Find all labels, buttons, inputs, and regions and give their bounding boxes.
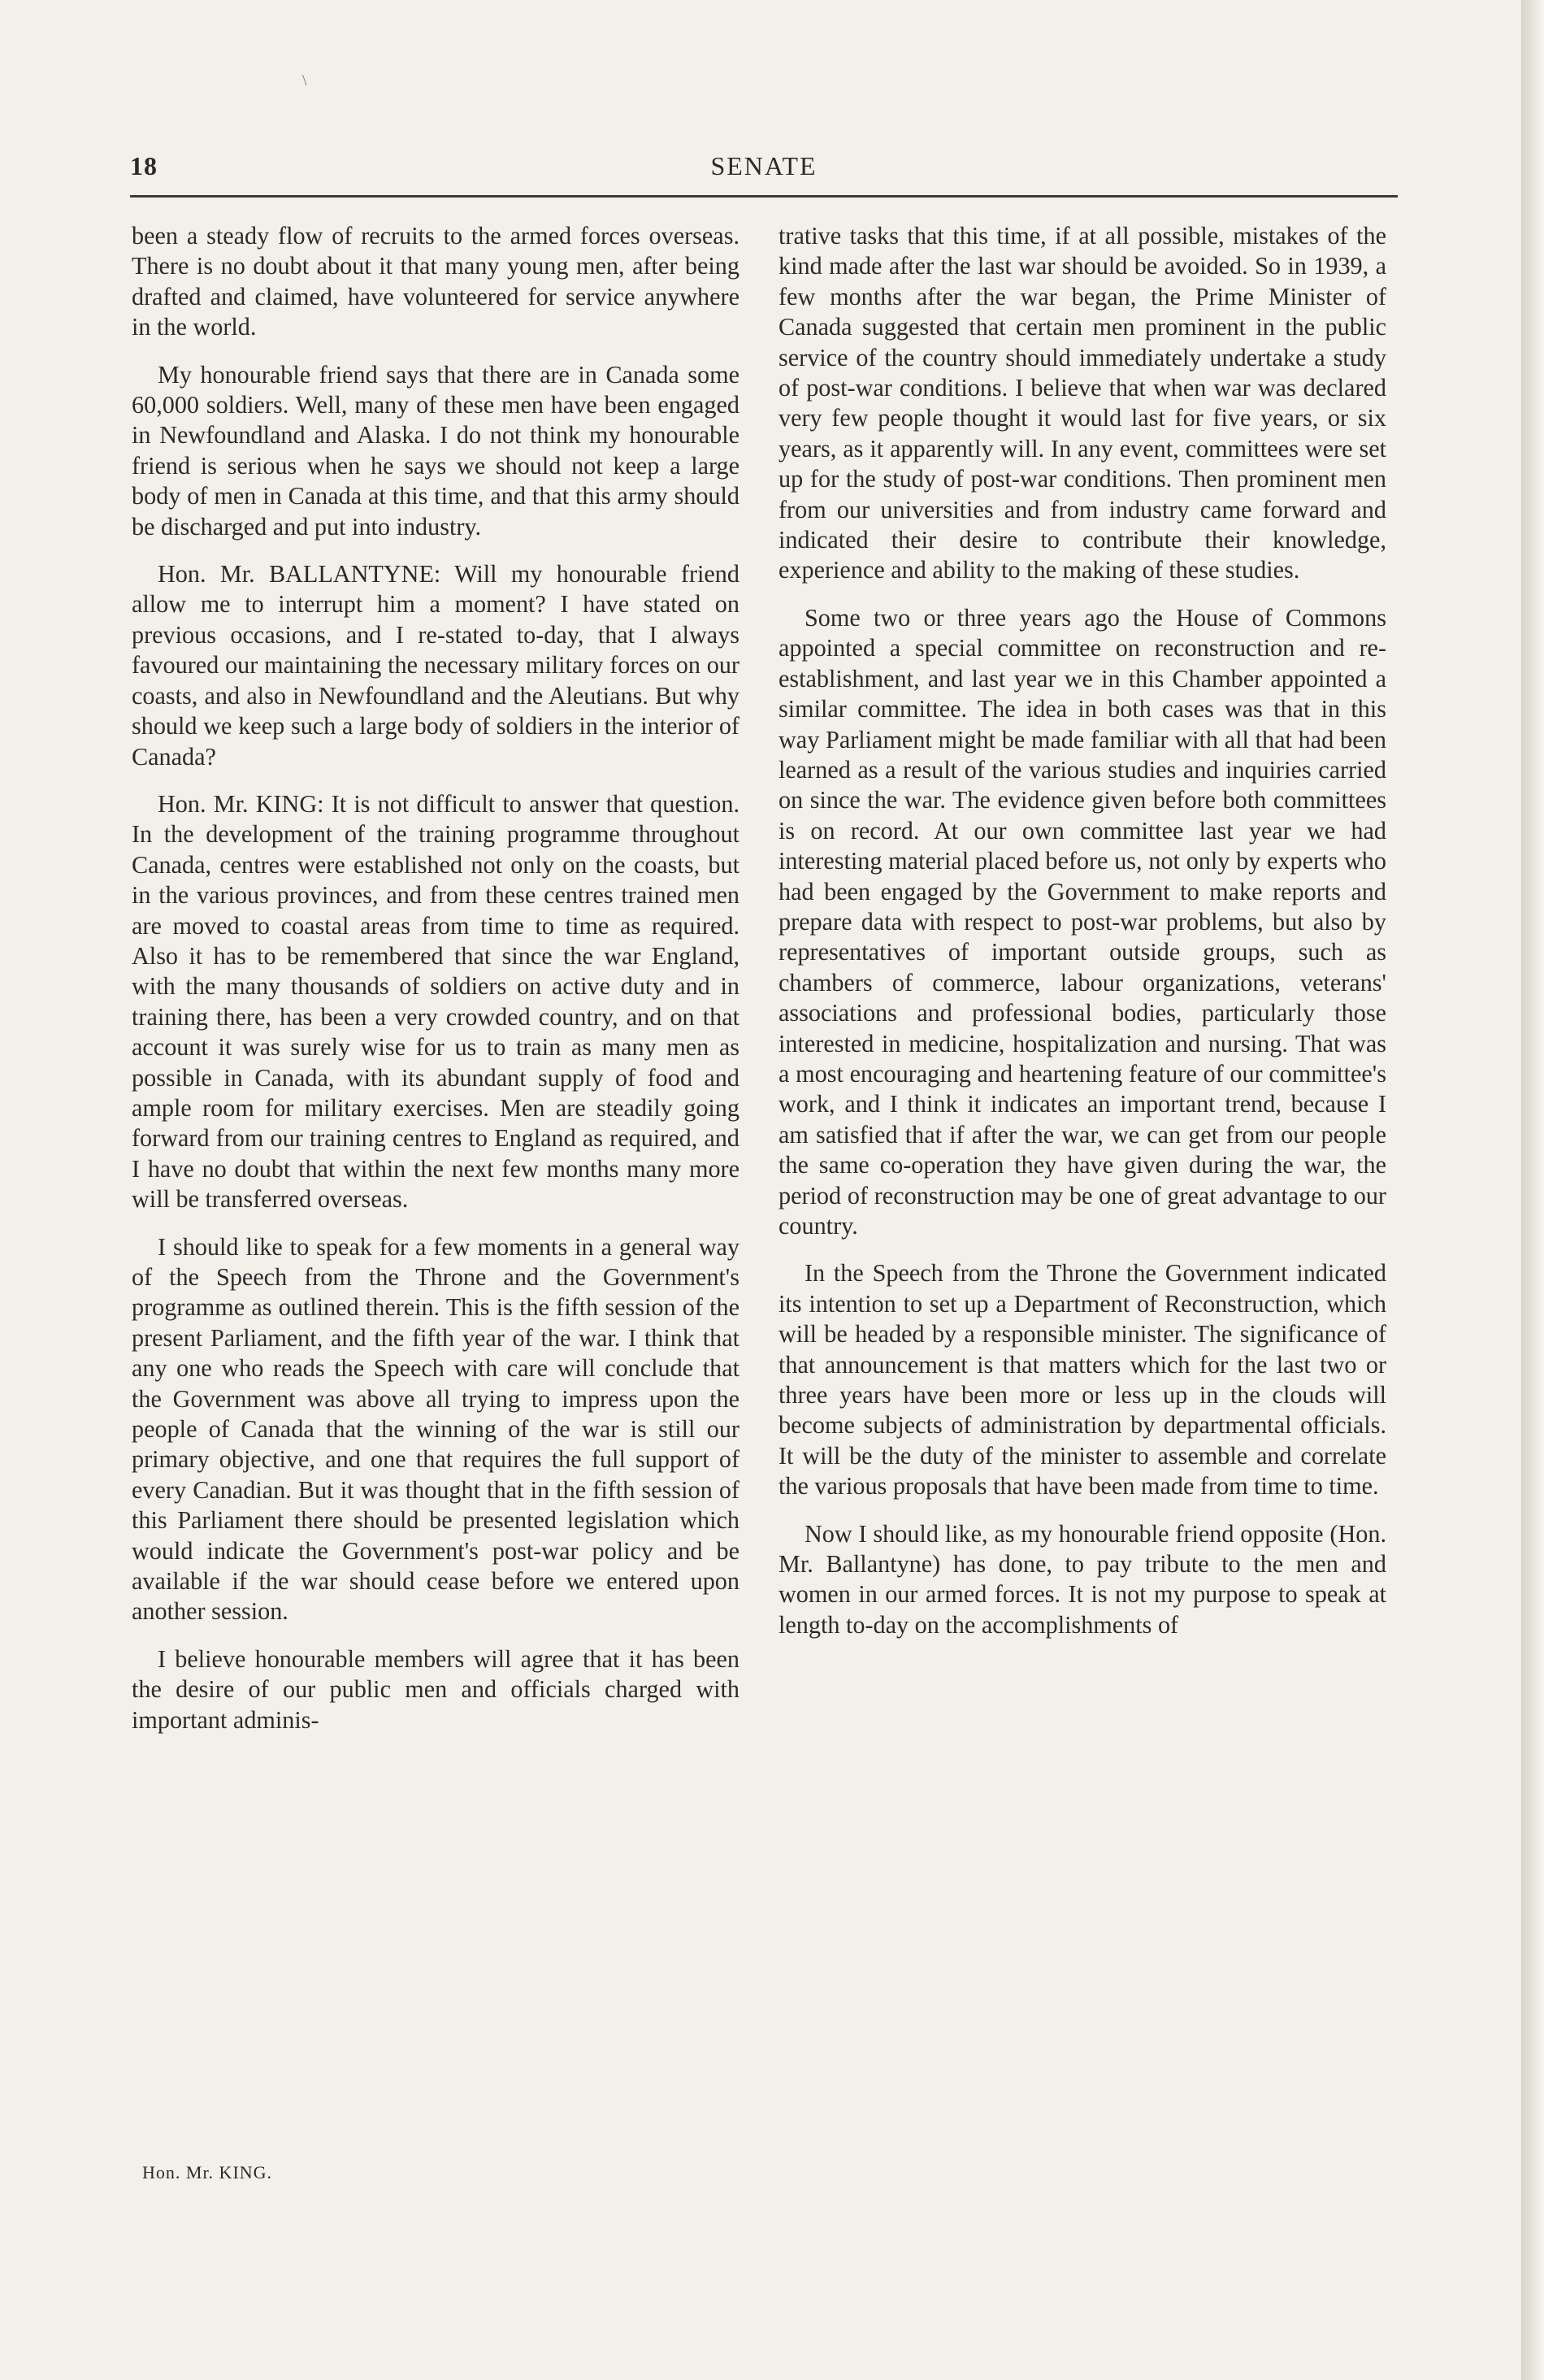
speaker-footer-label: Hon. Mr. KING. <box>142 2162 273 2182</box>
paragraph: Now I should like, as my honourable friend opposite (Hon. Mr. Ballantyne) has done, to pay tribute to the men and women in our armed forces. It is not my purpose to speak at length to-day on the accomplishments of <box>779 1519 1386 1639</box>
right-column <box>779 221 1386 1657</box>
left-column <box>132 221 739 1752</box>
paragraph: I should like to speak for a few moments in a general way of the Speech from the Throne and the Government's programme as outlined therein. This is the fifth session of the present Parliament, and the fifth year of the war. I think that any one who reads the Speech with care will conclude that the Government was above all trying to impress upon the people of Canada that the winning of the war is still our primary objective, and one that requires the full support of every Canadian. But it was thought that in the fifth session of this Parliament there should be presented legislation which would indicate the Government's post-war policy and be available if the war should cease before we entered upon another session. <box>132 1232 739 1626</box>
paragraph: Hon. Mr. KING: It is not difficult to answer that question. In the development of the training programme throughout Canada, centres were established not only on the coasts, but in the various provinces, and from these centres trained men are moved to coastal areas from time to time as required. Also it has to be remembered that since the war England, with the many thousands of soldiers on active duty and in training there, has been a very crowded country, and on that account it was surely wise for us to train as many men as possible in Canada, with its abundant supply of food and ample room for military exercises. Men are steadily going forward from our training centres to England as required, and I have no doubt that within the next few months many more will be transferred overseas. <box>132 789 739 1214</box>
paragraph: Hon. Mr. BALLANTYNE: Will my honourable friend allow me to interrupt him a moment? I have stated on previous occasions, and I re-stated to-day, that I always favoured our maintaining the necessary military forces on our coasts, and also in Newfoundland and the Aleutians. But why should we keep such a large body of soldiers in the interior of Canada? <box>132 560 739 771</box>
paragraph: In the Speech from the Throne the Government indicated its intention to set up a Department of Reconstruction, which will be headed by a responsible minister. The significance of that announcement is that matters which for the last two or three years have been more or less up in the clouds will become subjects of administration by departmental officials. It will be the duty of the minister to assemble and correlate the various proposals that have been made from time to time. <box>779 1259 1386 1501</box>
page-header <box>130 151 1398 192</box>
paragraph: I believe honourable members will agree that it has been the desire of our public men and officials charged with important adminis- <box>132 1644 739 1734</box>
paragraph: been a steady flow of recruits to the armed forces overseas. There is no doubt about it that many young men, after being drafted and claimed, have volunteered for service anywhere in the world. <box>132 222 739 341</box>
paragraph: Some two or three years ago the House of Commons appointed a special committee on reconstruction and re-establishment, and last year we in this Chamber appointed a similar committee. The idea in both cases was that in this way Parliament might be made familiar with all that had been learned as a result of the various studies and inquiries carried on since the war. The evidence given before both committees is on record. At our own committee last year we had interesting material placed before us, not only by experts who had been engaged by the Government to make reports and prepare data with respect to post-war problems, but also by representatives of important outside groups, such as chambers of commerce, labour organizations, veterans' associations and professional bodies, particularly those interested in medicine, hospitalization and nursing. That was a most encouraging and heartening feature of our committee's work, and I think it indicates an important trend, because I am satisfied that if after the war, we can get from our people the same co-operation they have given during the war, the period of reconstruction may be one of great advantage to our country. <box>779 603 1386 1240</box>
stray-mark: \ <box>302 72 307 89</box>
paragraph: My honourable friend says that there are in Canada some 60,000 soldiers. Well, many of these men have been engaged in Newfoundland and Alaska. I do not think my honourable friend is serious when he says we should not keep a large body of men in Canada at this time, and that this army should be discharged and put into industry. <box>132 360 739 541</box>
header-rule <box>130 195 1398 198</box>
page-number: 18 <box>130 151 158 180</box>
page-edge-shadow <box>1521 0 1544 2380</box>
running-head-title: SENATE <box>710 151 818 180</box>
paragraph: trative tasks that this time, if at all possible, mistakes of the kind made after the last war should be avoided. So in 1939, a few months after the war began, the Prime Minister of Canada suggested that certain men prominent in the public service of the country should immediately undertake a study of post-war conditions. I believe that when war was declared very few people thought it would last for five years, or six years, as it apparently will. In any event, committees were set up for the study of post-war conditions. Then prominent men from our universities and from industry came forward and indicated their desire to contribute their knowledge, experience and ability to the making of these studies. <box>779 222 1386 584</box>
